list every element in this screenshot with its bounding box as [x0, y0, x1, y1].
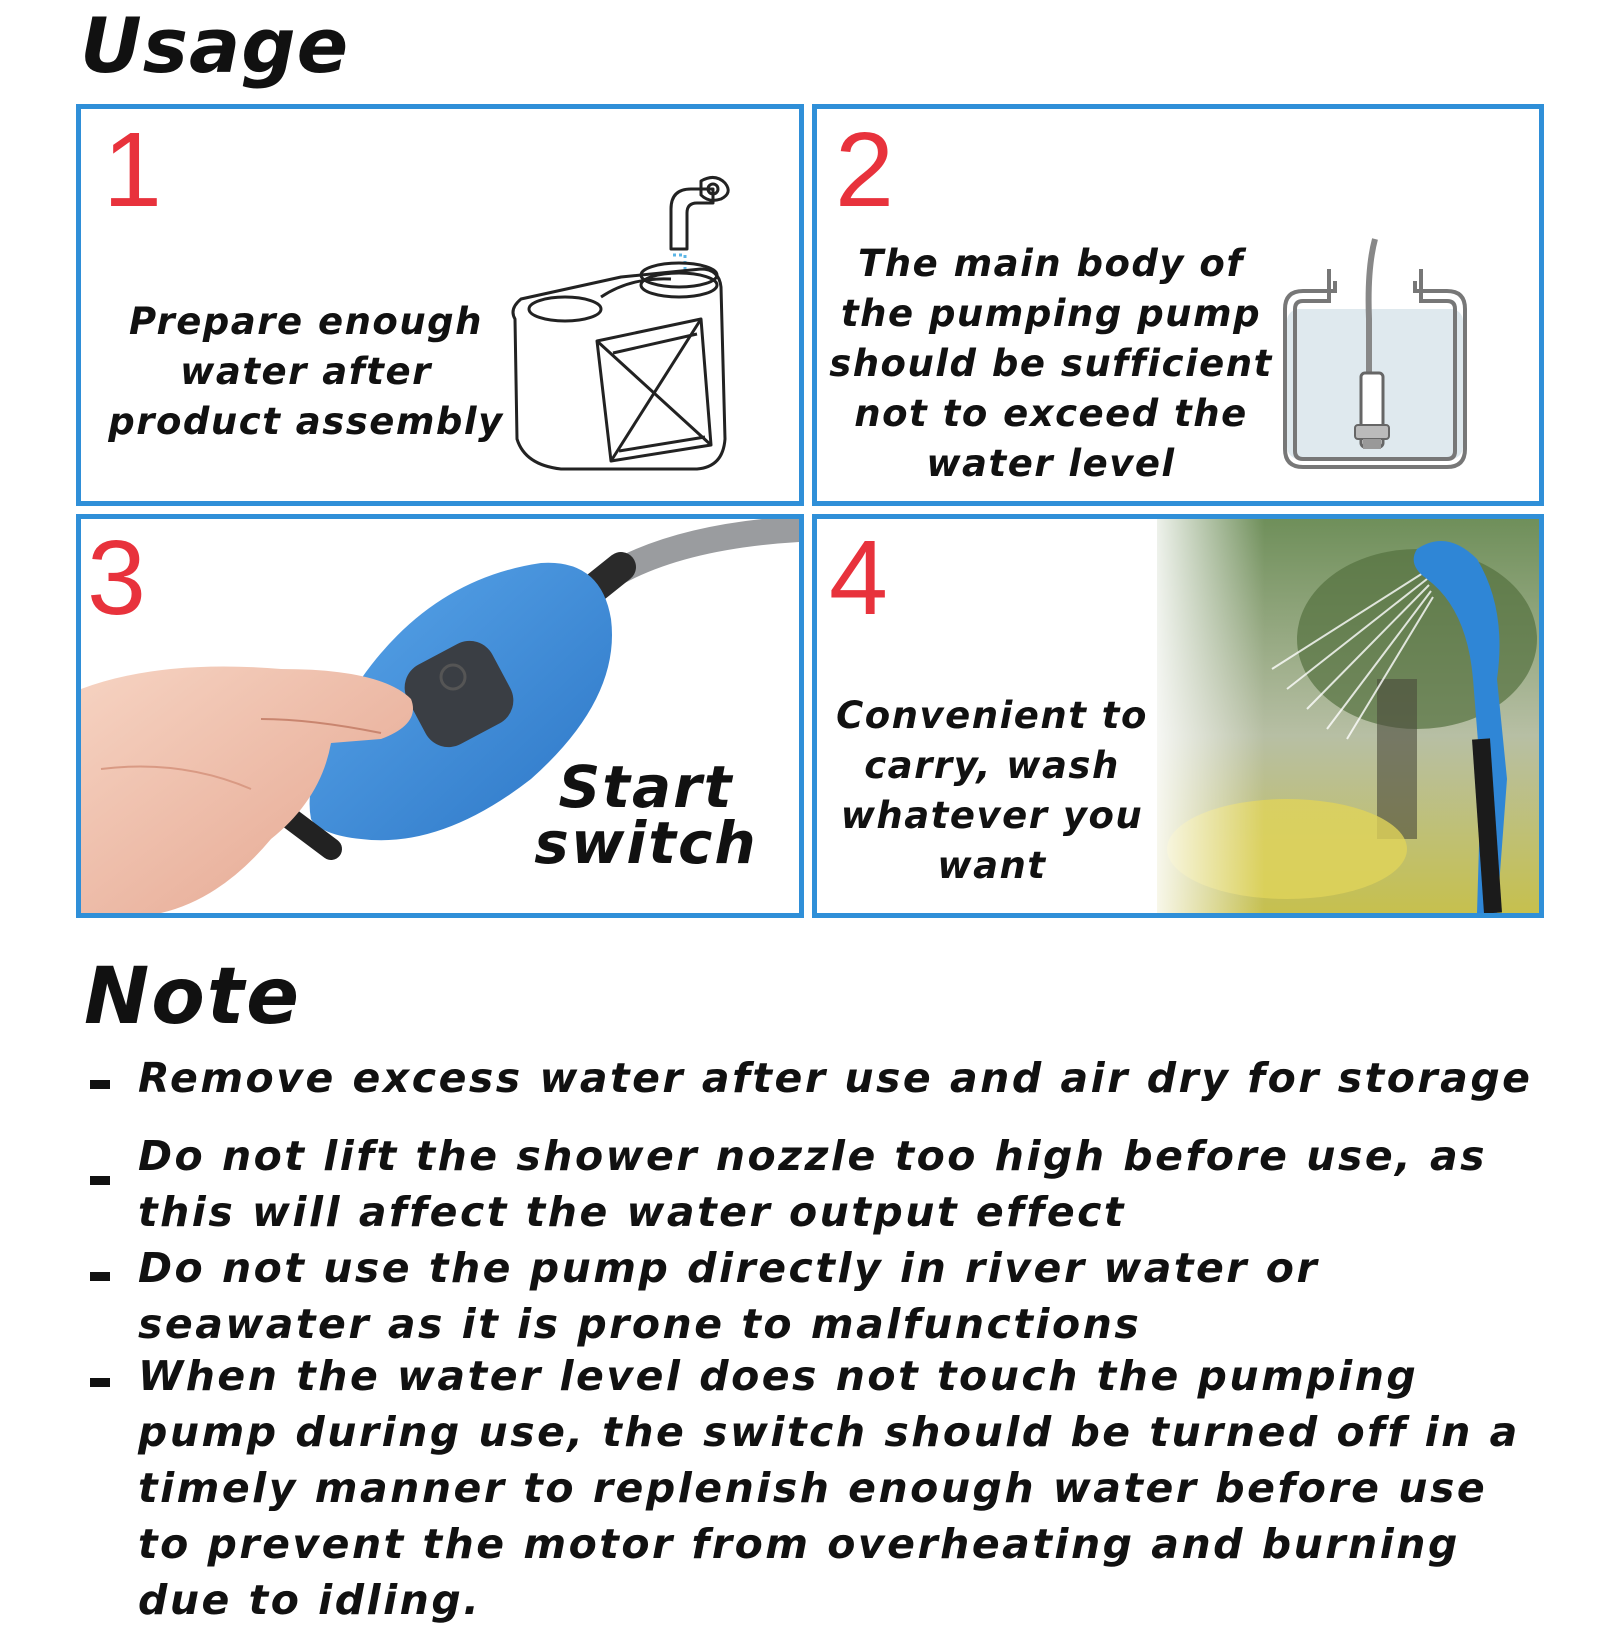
bullet-icon [90, 1176, 110, 1185]
bullet-icon [90, 1378, 110, 1387]
usage-step-1-panel [76, 104, 804, 506]
note-text: Do not lift the shower nozzle too high before use, as this will affect the water output effect [138, 1132, 1488, 1236]
step-text: Start switch [534, 753, 758, 877]
note-heading: Note [84, 952, 302, 1042]
bullet-icon [90, 1272, 110, 1281]
step-text: Prepare enough water after product assembly [108, 300, 504, 443]
step-number: 3 [87, 519, 146, 637]
note-text: When the water level does not touch the pumping pump during use, the switch should be turned off in a timely manner to replenish enough water before use to prevent the motor from overheating and burning due to idling. [138, 1352, 1520, 1624]
water-canister-icon [501, 169, 741, 479]
usage-step-4-panel [812, 514, 1544, 918]
step-number: 4 [829, 519, 888, 637]
usage-heading: Usage [80, 1, 350, 90]
note-text: Remove excess water after use and air dry for storage [138, 1054, 1533, 1102]
pump-in-container-icon [1277, 229, 1477, 479]
step-text: Convenient to carry, wash whatever you want [836, 694, 1148, 887]
bullet-icon [90, 1080, 110, 1089]
note-item [86, 1050, 1556, 1106]
note-text: Do not use the pump directly in river water or seawater as it is prone to malfunctions [138, 1244, 1320, 1348]
usage-step-2-panel [812, 104, 1544, 506]
usage-step-3-panel [76, 514, 804, 918]
faucet-icon [671, 177, 728, 249]
step-number: 1 [103, 111, 162, 229]
step-number: 2 [835, 111, 894, 229]
step-text: The main body of the pumping pump should be sufficient not to exceed the water level [829, 242, 1273, 485]
note-item [86, 1240, 1556, 1352]
note-item [86, 1128, 1556, 1240]
note-item [86, 1348, 1556, 1628]
